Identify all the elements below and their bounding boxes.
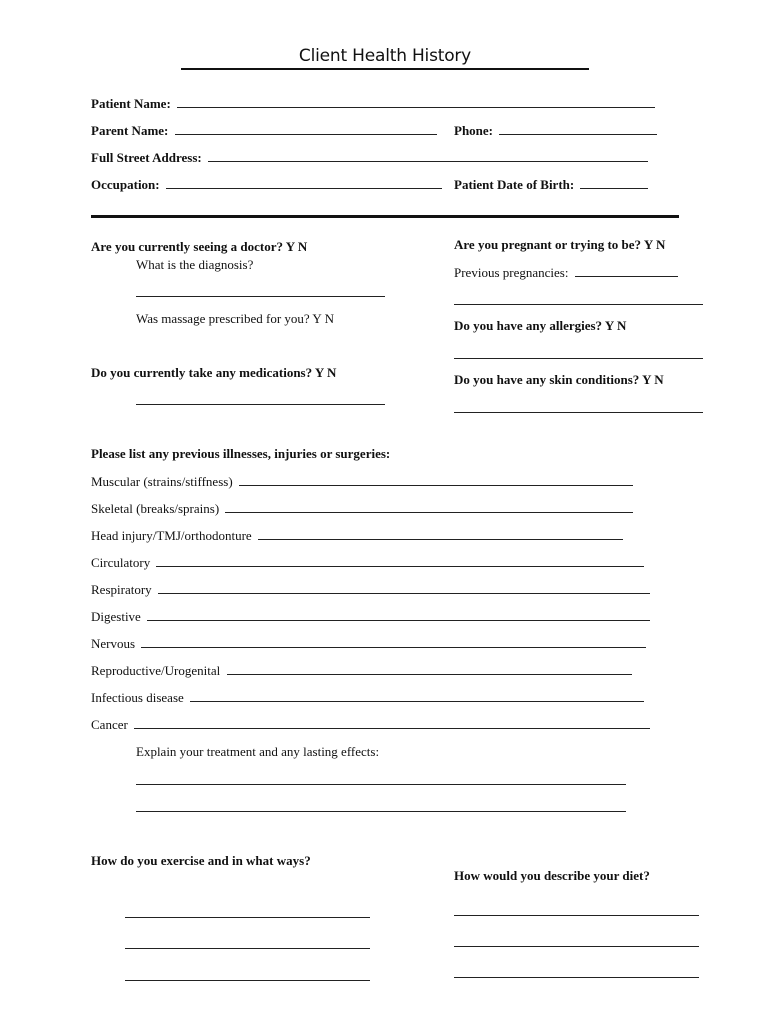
illness-item-label: Infectious disease — [91, 690, 184, 705]
massage-question: Was massage prescribed for you? Y N — [136, 311, 334, 326]
illness-heading: Please list any previous illnesses, injuries or surgeries: — [91, 446, 391, 461]
illness-item-label: Cancer — [91, 717, 128, 732]
illness-item-label: Digestive — [91, 609, 141, 624]
phone-label: Phone: — [454, 123, 493, 138]
illness-item-field[interactable] — [258, 527, 623, 540]
pregnant-question: Are you pregnant or trying to be? Y N — [454, 237, 666, 252]
illness-item — [91, 635, 646, 652]
occupation-row — [91, 176, 442, 193]
illness-item — [91, 527, 623, 544]
illness-item — [91, 554, 644, 571]
patient-name-label: Patient Name: — [91, 96, 171, 111]
diet-question: How would you describe your diet? — [454, 868, 650, 883]
diagnosis-field[interactable] — [136, 296, 385, 297]
illness-item-field[interactable] — [141, 635, 646, 648]
pregnancy-notes-field[interactable] — [454, 304, 703, 305]
diet-field-3[interactable] — [454, 977, 699, 978]
parent-name-field[interactable] — [175, 122, 437, 135]
exercise-field-3[interactable] — [125, 980, 370, 981]
skin-field[interactable] — [454, 412, 703, 413]
title-underline — [181, 68, 589, 70]
illness-item-field[interactable] — [147, 608, 650, 621]
illness-item-label: Muscular (strains/stiffness) — [91, 474, 233, 489]
address-row — [91, 149, 648, 166]
treatment-field-2[interactable] — [136, 811, 626, 812]
illness-item-field[interactable] — [134, 716, 650, 729]
parent-name-row — [91, 122, 437, 139]
illness-item-label: Reproductive/Urogenital — [91, 663, 221, 678]
dob-label: Patient Date of Birth: — [454, 177, 575, 192]
skin-question: Do you have any skin conditions? Y N — [454, 372, 664, 387]
illness-item — [91, 608, 650, 625]
exercise-field-2[interactable] — [125, 948, 370, 949]
diet-field-2[interactable] — [454, 946, 699, 947]
illness-item-field[interactable] — [225, 500, 633, 513]
patient-name-field[interactable] — [177, 95, 655, 108]
prev-pregnancies-label: Previous pregnancies: — [454, 265, 569, 280]
section-divider — [91, 215, 679, 218]
phone-row — [454, 122, 657, 139]
form-title: Client Health History — [298, 46, 472, 66]
illness-item — [91, 473, 633, 490]
occupation-field[interactable] — [166, 176, 442, 189]
doctor-question: Are you currently seeing a doctor? Y N — [91, 239, 308, 254]
dob-field[interactable] — [580, 176, 648, 189]
illness-item-label: Head injury/TMJ/orthodonture — [91, 528, 252, 543]
diet-field-1[interactable] — [454, 915, 699, 916]
address-label: Full Street Address: — [91, 150, 202, 165]
allergies-question: Do you have any allergies? Y N — [454, 318, 627, 333]
treatment-field-1[interactable] — [136, 784, 626, 785]
illness-item — [91, 689, 644, 706]
illness-item — [91, 716, 650, 733]
illness-item — [91, 500, 633, 517]
prev-pregnancies-field[interactable] — [575, 264, 678, 277]
illness-item-field[interactable] — [158, 581, 650, 594]
phone-field[interactable] — [499, 122, 657, 135]
illness-item-field[interactable] — [239, 473, 633, 486]
illness-item — [91, 662, 632, 679]
illness-item-field[interactable] — [190, 689, 644, 702]
dob-row — [454, 176, 648, 193]
occupation-label: Occupation: — [91, 177, 160, 192]
parent-name-label: Parent Name: — [91, 123, 169, 138]
patient-name-row — [91, 95, 655, 112]
illness-item-label: Nervous — [91, 636, 136, 651]
medications-field[interactable] — [136, 404, 385, 405]
illness-item-label: Circulatory — [91, 555, 151, 570]
illness-item-label: Respiratory — [91, 582, 152, 597]
prev-pregnancies-row — [454, 264, 678, 281]
treatment-question: Explain your treatment and any lasting effects: — [136, 744, 380, 759]
address-field[interactable] — [208, 149, 648, 162]
exercise-field-1[interactable] — [125, 917, 370, 918]
exercise-question: How do you exercise and in what ways? — [91, 853, 311, 868]
medications-question: Do you currently take any medications? Y N — [91, 365, 337, 380]
diagnosis-question: What is the diagnosis? — [136, 257, 254, 272]
illness-item-label: Skeletal (breaks/sprains) — [91, 501, 220, 516]
illness-item-field[interactable] — [156, 554, 644, 567]
allergies-field[interactable] — [454, 358, 703, 359]
illness-item — [91, 581, 650, 598]
illness-item-field[interactable] — [227, 662, 632, 675]
